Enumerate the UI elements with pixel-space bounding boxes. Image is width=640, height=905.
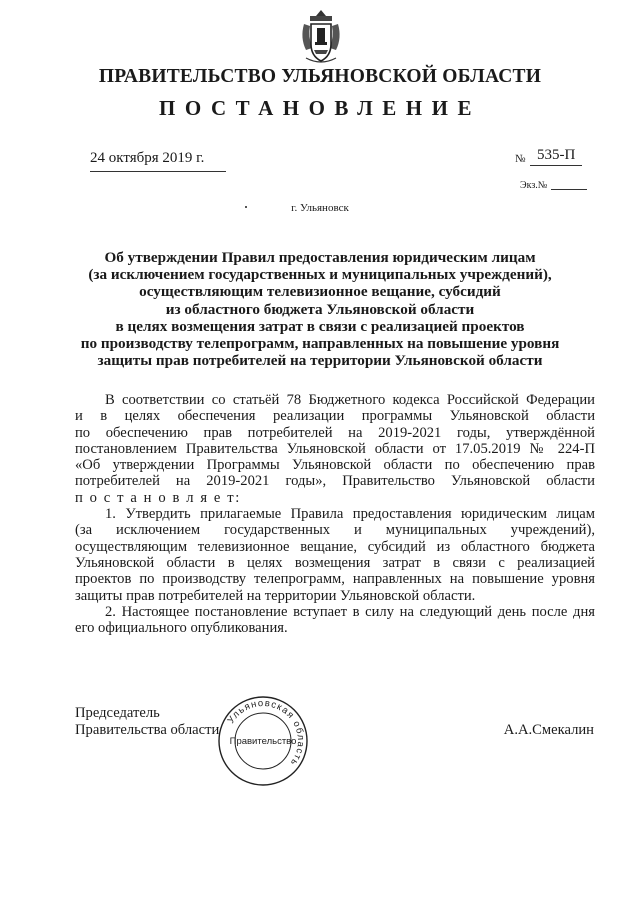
organization-name: ПРАВИТЕЛЬСТВО УЛЬЯНОВСКОЙ ОБЛАСТИ — [98, 66, 542, 87]
copy-number-label: Экз.№ — [520, 180, 548, 191]
signatory-title-line: Председатель — [75, 705, 160, 721]
document-number: 535-П — [537, 147, 576, 163]
document-date: 24 октября 2019 г. — [90, 150, 205, 166]
seal-ring-text: Ульяновская область — [225, 697, 307, 769]
paragraph-line: потребителей на 2019-2021 годы», Правительство Ульяновской области — [75, 473, 595, 490]
paragraph-line: В соответствии со статьёй 78 Бюджетного кодекса Российской Федерации — [105, 392, 595, 408]
decree-verb: п о с т а н о в л я е т: — [75, 489, 241, 506]
date-underline — [90, 171, 226, 172]
signatory-title-line: Правительства области — [75, 721, 220, 738]
paragraph-line: проектов по производству телепрограмм, направленных на повышение уровня — [75, 571, 595, 588]
paragraph-line: Ульяновской области в целях возмещения затрат в связи с реализацией — [75, 554, 595, 571]
signatory-title — [75, 705, 219, 738]
svg-text:Ульяновская область — [226, 698, 307, 768]
paragraph-line: защиты прав потребителей на территории Ульяновской области. — [75, 587, 476, 604]
title-line: осуществляющим телевизионное вещание, субсидий — [139, 283, 501, 301]
title-line: Об утверждении Правил предоставления юридическим лицам — [104, 249, 536, 266]
paragraph-line: осуществляющим телевизионное вещание, субсидий из областного бюджета — [75, 538, 595, 555]
number-prefix: № — [515, 153, 526, 165]
seal-center-text: Правительство — [229, 736, 297, 747]
paragraph-line: по обеспечению прав потребителей на 2019-2021 годы, утверждённой — [75, 424, 595, 441]
number-underline — [530, 165, 582, 166]
paragraph-line: постановлением Правительства Ульяновской области от 17.05.2019 № 224-П — [75, 440, 595, 457]
signatory-name: А.А.Смекалин — [503, 722, 594, 738]
paragraph-line: 2. Настоящее постановление вступает в силу на следующий день после дня — [105, 603, 595, 620]
title-line: по производству телепрограмм, направленных на повышение уровня — [80, 335, 560, 353]
copy-number-underline — [551, 189, 587, 190]
title-line: из областного бюджета Ульяновской области — [165, 300, 475, 318]
title-line: (за исключением государственных и муниципальных учреждений), — [88, 266, 552, 284]
document-type: ПОСТАНОВЛЕНИЕ — [159, 96, 481, 120]
paragraph-line: «Об утверждении Программы Ульяновской области по обеспечению прав — [75, 457, 595, 474]
paragraph-line: 1. Утвердить прилагаемые Правила предоставления юридическим лицам — [105, 506, 595, 523]
paragraph-line: (за исключением государственных и муниципальных учреждений), — [75, 522, 595, 539]
city-name: г. Ульяновск — [291, 202, 349, 214]
paragraph-line: и в целях обеспечения реализации программы Ульяновской области — [75, 408, 595, 425]
title-line: защиты прав потребителей на территории Ульяновской области — [97, 352, 543, 370]
official-seal-icon — [216, 694, 310, 788]
paragraph-line: его официального опубликования. — [75, 620, 288, 637]
title-line: в целях возмещения затрат в связи с реализацией проектов — [115, 317, 525, 335]
document-title — [60, 249, 580, 369]
document-body — [75, 392, 595, 636]
coat-of-arms-icon — [296, 8, 346, 66]
